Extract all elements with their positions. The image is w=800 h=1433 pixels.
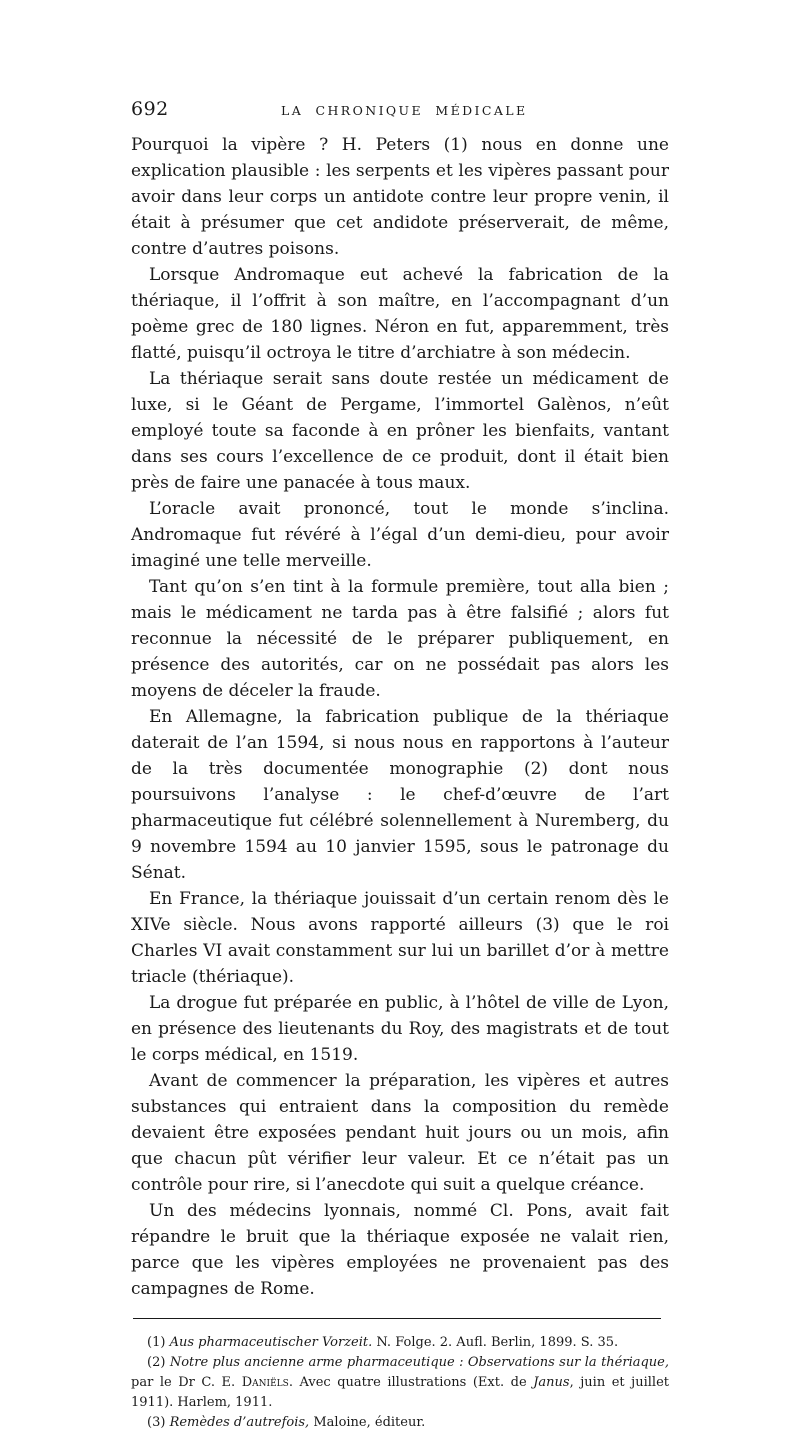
- paragraph: La thériaque serait sans doute restée un médicament de luxe, si le Géant de Pergame, l’immortel Galènos, n’eût employé toute sa faconde à en prôner les bienfaits, vantant dans ses cours l’excellence de ce produit, dont il était bien près de faire une panacée à tous maux.: [131, 369, 669, 493]
- footnote-1: [131, 1333, 669, 1353]
- footnote-mark: (2): [147, 1355, 166, 1370]
- footnote-text: Maloine, éditeur.: [313, 1415, 426, 1430]
- footnote-text: . Avec quatre illustrations (Ext. de: [288, 1375, 527, 1390]
- body-text: [131, 132, 669, 1302]
- paragraph: En Allemagne, la fabrication publique de la thériaque daterait de l’an 1594, si nous nous en rapportons à l’auteur de la très documentée monographie (2) dont nous poursuivons l’analyse : le chef-d’œuvre de l’art pharmaceutique fut célébré solennellement à Nuremberg, du 9 novembre 1594 au 10 janvier 1595, sous le patronage du Sénat.: [131, 707, 669, 883]
- page-header: [131, 98, 669, 130]
- paragraph: Lorsque Andromaque eut achevé la fabrication de la thériaque, il l’offrit à son maître, en l’accompagnant d’un poème grec de 180 lignes. Néron en fut, apparemment, très flatté, puisqu’il octroya le titre d’archiatre à son médecin.: [131, 265, 669, 363]
- paragraph: Pourquoi la vipère ? H. Peters (1) nous en donne une explication plausible : les serpents et les vipères passant pour avoir dans leur corps un antidote contre leur propre venin, il était à présumer que cet andidote préserverait, de même, contre d’autres poisons.: [131, 135, 669, 259]
- paragraph: Tant qu’on s’en tint à la formule première, tout alla bien ; mais le médicament ne tarda pas à être falsifié ; alors fut reconnue la nécessité de le préparer publiquement, en présence des autorités, car on ne possédait pas alors les moyens de déceler la fraude.: [131, 577, 669, 701]
- footnote-title: Aus pharmaceutischer Vorzeit.: [169, 1335, 373, 1350]
- footnote-text: , juin et juillet 1911). Harlem, 1911.: [131, 1375, 669, 1410]
- paragraph: La drogue fut préparée en public, à l’hôtel de ville de Lyon, en présence des lieutenants du Roy, des magistrats et de tout le corps médical, en 1519.: [131, 993, 669, 1065]
- footnote-separator: [133, 1318, 661, 1319]
- paragraph: Un des médecins lyonnais, nommé Cl. Pons, avait fait répandre le bruit que la thériaque exposée ne valait rien, parce que les vipères employées ne provenaient pas des campagnes de Rome.: [131, 1201, 669, 1299]
- footnote-3: [131, 1413, 669, 1433]
- footnote-2: [131, 1353, 669, 1413]
- footnotes: [131, 1333, 669, 1433]
- running-title: LA CHRONIQUE MÉDICALE: [281, 103, 528, 118]
- paragraph: L’oracle avait prononcé, tout le monde s’inclina. Andromaque fut révéré à l’égal d’un demi-dieu, pour avoir imaginé une telle merveille.: [131, 499, 669, 571]
- footnote-title: Notre plus ancienne arme pharmaceutique : Observations sur la thériaque,: [169, 1355, 669, 1370]
- document-page: [131, 98, 669, 1433]
- paragraph: Avant de commencer la préparation, les vipères et autres substances qui entraient dans la composition du remède devaient être exposées pendant huit jours ou un mois, afin que chacun pût vérifier leur valeur. Et ce n’était pas un contrôle pour rire, si l’anecdote qui suit a quelque créance.: [131, 1071, 669, 1195]
- footnote-text: N. Folge. 2. Aufl. Berlin, 1899. S. 35.: [376, 1335, 619, 1350]
- footnote-mark: (1): [147, 1335, 166, 1350]
- page-number: 692: [131, 98, 169, 120]
- footnote-title: Remèdes d’autrefois,: [169, 1415, 310, 1430]
- footnote-mark: (3): [147, 1415, 166, 1430]
- footnote-journal: Janus: [533, 1375, 570, 1390]
- footnote-text: par le Dr C. E.: [131, 1375, 236, 1390]
- paragraph: En France, la thériaque jouissait d’un certain renom dès le XIVe siècle. Nous avons rapporté ailleurs (3) que le roi Charles VI avait constamment sur lui un barillet d’or à mettre triacle (thériaque).: [131, 889, 669, 987]
- footnote-author: Daniëls: [241, 1375, 289, 1390]
